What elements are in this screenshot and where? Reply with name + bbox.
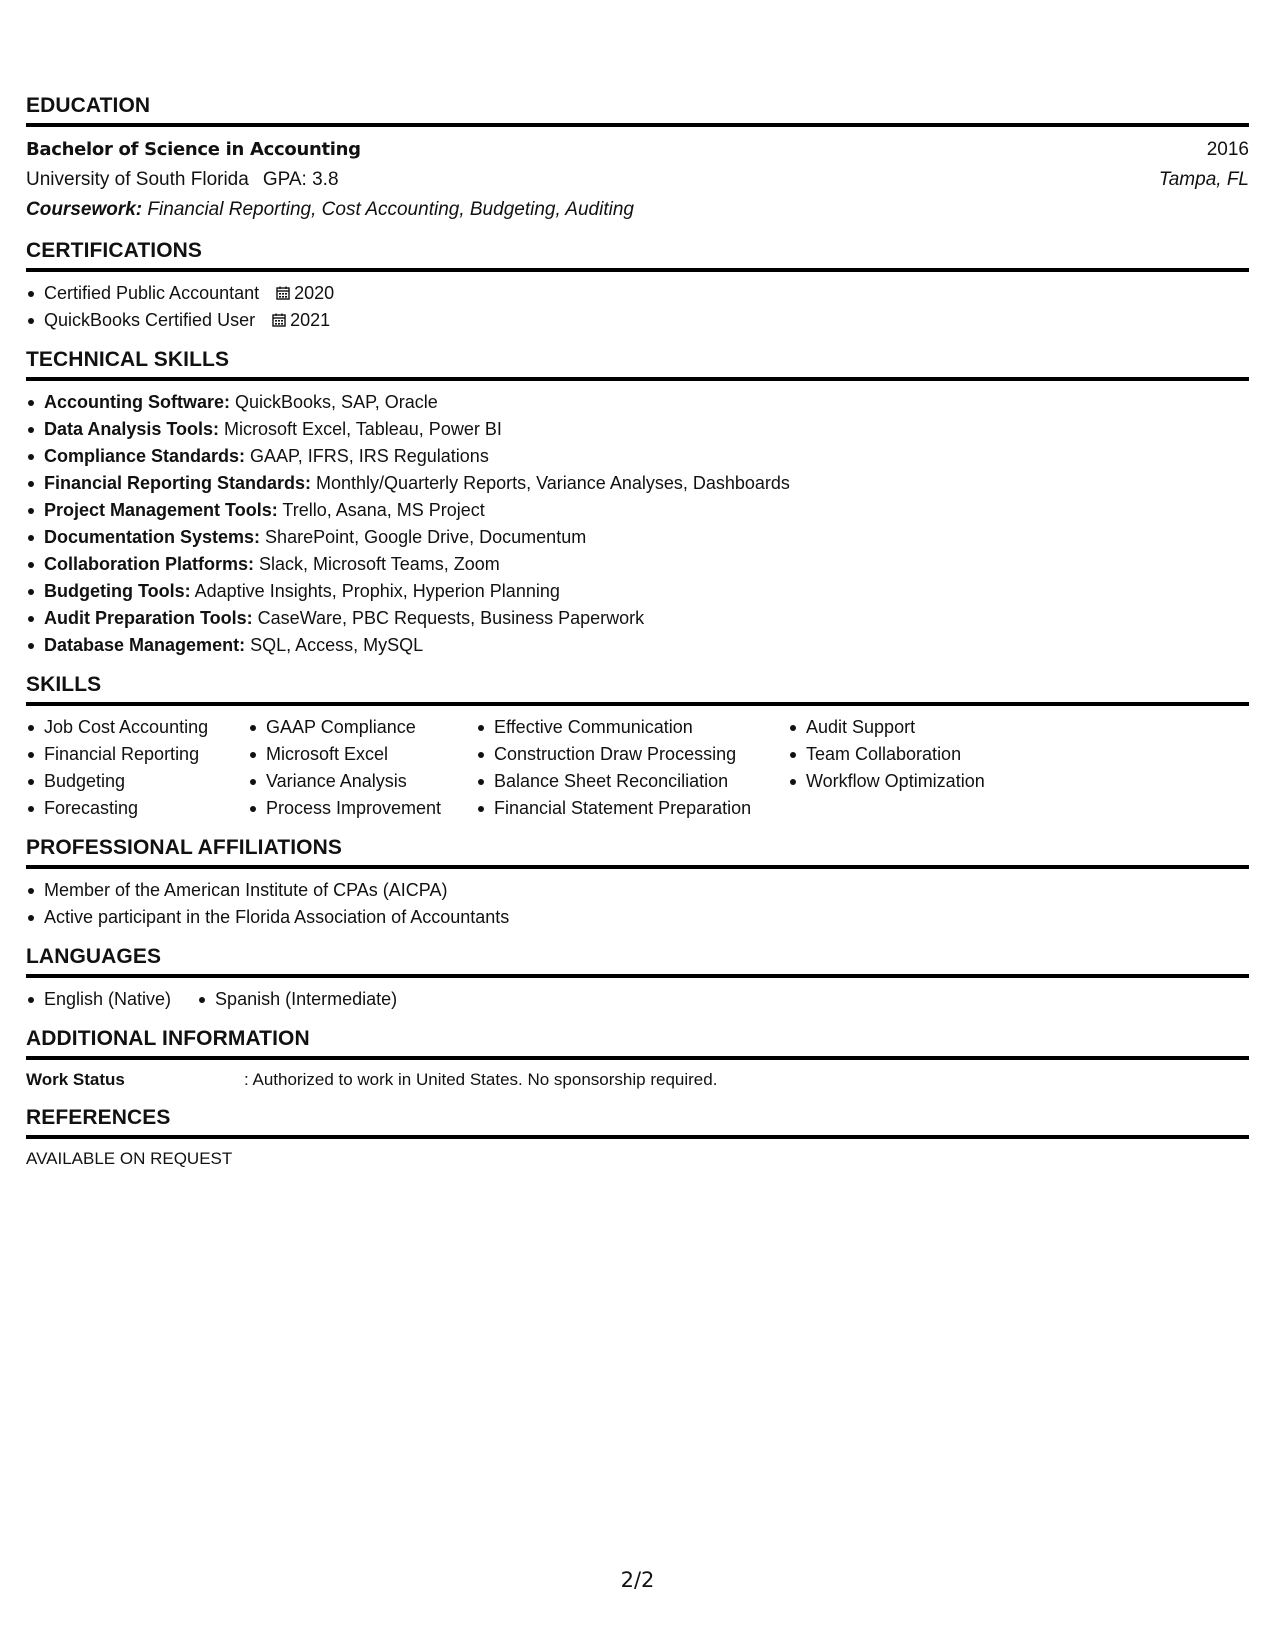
list-item xyxy=(26,578,1249,605)
list-item xyxy=(26,497,1249,524)
skill-values: CaseWare, PBC Requests, Business Paperwork xyxy=(252,608,645,628)
skill-category: Compliance Standards: xyxy=(44,446,246,466)
skills-column xyxy=(788,714,985,822)
degree-name: Bachelor of Science in Accounting xyxy=(26,139,361,160)
skill-values: SharePoint, Google Drive, Documentum xyxy=(260,527,587,547)
languages-section xyxy=(26,944,1249,1013)
list-item: Financial Statement Preparation xyxy=(476,795,766,822)
additional-info-heading: ADDITIONAL INFORMATION xyxy=(26,1026,1249,1060)
skill-category: Data Analysis Tools: xyxy=(44,419,220,439)
list-item: Microsoft Excel xyxy=(248,741,454,768)
skills-heading: SKILLS xyxy=(26,672,1249,706)
certification-name: Certified Public Accountant xyxy=(44,283,260,303)
skills-grid xyxy=(26,714,1249,822)
school-location: Tampa, FL xyxy=(1158,169,1249,190)
certifications-list xyxy=(26,280,1249,334)
list-item: Budgeting xyxy=(26,768,226,795)
additional-info-section xyxy=(26,1026,1249,1092)
education-section xyxy=(26,93,1249,225)
skills-section xyxy=(26,672,1249,822)
list-item xyxy=(26,443,1249,470)
list-item xyxy=(26,605,1249,632)
skill-values: Microsoft Excel, Tableau, Power BI xyxy=(219,419,502,439)
coursework xyxy=(26,195,1249,225)
skill-values: QuickBooks, SAP, Oracle xyxy=(230,392,438,412)
work-status-row xyxy=(26,1068,1249,1092)
calendar-icon xyxy=(272,313,286,327)
affiliations-list xyxy=(26,877,1249,931)
list-item: GAAP Compliance xyxy=(248,714,454,741)
skill-category: Financial Reporting Standards: xyxy=(44,473,312,493)
list-item: Process Improvement xyxy=(248,795,454,822)
education-heading: EDUCATION xyxy=(26,93,1249,127)
skill-category: Audit Preparation Tools: xyxy=(44,608,253,628)
school-name: University of South Florida xyxy=(26,169,249,190)
references-section xyxy=(26,1105,1249,1171)
references-text: AVAILABLE ON REQUEST xyxy=(26,1149,233,1168)
languages-heading: LANGUAGES xyxy=(26,944,1249,978)
certification-year: 2021 xyxy=(290,310,331,330)
skills-column xyxy=(26,714,226,822)
work-status-value: : Authorized to work in United States. No sponsorship required. xyxy=(244,1070,718,1089)
list-item xyxy=(26,307,1249,334)
list-item: Variance Analysis xyxy=(248,768,454,795)
certifications-heading: CERTIFICATIONS xyxy=(26,238,1249,272)
skill-values: Slack, Microsoft Teams, Zoom xyxy=(254,554,500,574)
certification-name: QuickBooks Certified User xyxy=(44,310,256,330)
coursework-list: Financial Reporting, Cost Accounting, Budgeting, Auditing xyxy=(142,199,634,220)
list-item: Spanish (Intermediate) xyxy=(197,986,397,1013)
list-item: Construction Draw Processing xyxy=(476,741,766,768)
list-item: English (Native) xyxy=(26,986,171,1013)
list-item xyxy=(26,389,1249,416)
list-item: Active participant in the Florida Association of Accountants xyxy=(26,904,1249,931)
skill-category: Documentation Systems: xyxy=(44,527,261,547)
technical-skills-heading: TECHNICAL SKILLS xyxy=(26,347,1249,381)
references-heading: REFERENCES xyxy=(26,1105,1249,1139)
skill-values: GAAP, IFRS, IRS Regulations xyxy=(245,446,489,466)
skill-category: Project Management Tools: xyxy=(44,500,278,520)
languages-list xyxy=(26,986,1249,1013)
certifications-section xyxy=(26,238,1249,334)
coursework-label: Coursework: xyxy=(26,199,143,220)
skill-category: Collaboration Platforms: xyxy=(44,554,255,574)
technical-skills-list xyxy=(26,389,1249,659)
certification-year: 2020 xyxy=(294,283,335,303)
calendar-icon xyxy=(276,286,290,300)
list-item xyxy=(26,551,1249,578)
list-item: Forecasting xyxy=(26,795,226,822)
skill-values: Monthly/Quarterly Reports, Variance Analyses, Dashboards xyxy=(311,473,790,493)
skill-values: Adaptive Insights, Prophix, Hyperion Planning xyxy=(190,581,560,601)
list-item: Financial Reporting xyxy=(26,741,226,768)
list-item: Audit Support xyxy=(788,714,985,741)
skills-column xyxy=(476,714,766,822)
list-item xyxy=(26,632,1249,659)
list-item xyxy=(26,416,1249,443)
education-entry xyxy=(26,135,1249,225)
gpa: GPA: 3.8 xyxy=(262,169,339,190)
list-item xyxy=(26,524,1249,551)
skill-category: Budgeting Tools: xyxy=(44,581,191,601)
list-item: Effective Communication xyxy=(476,714,766,741)
skill-values: SQL, Access, MySQL xyxy=(245,635,424,655)
list-item xyxy=(26,470,1249,497)
graduation-year: 2016 xyxy=(1206,139,1249,160)
skill-category: Database Management: xyxy=(44,635,246,655)
page-number: 2/2 xyxy=(620,1568,655,1592)
list-item: Job Cost Accounting xyxy=(26,714,226,741)
technical-skills-section xyxy=(26,347,1249,659)
skill-values: Trello, Asana, MS Project xyxy=(277,500,485,520)
list-item: Member of the American Institute of CPAs (AICPA) xyxy=(26,877,1249,904)
list-item: Team Collaboration xyxy=(788,741,985,768)
affiliations-heading: PROFESSIONAL AFFILIATIONS xyxy=(26,835,1249,869)
affiliations-section xyxy=(26,835,1249,931)
resume-page xyxy=(26,93,1249,1171)
work-status-label: Work Status xyxy=(26,1070,125,1089)
skills-column xyxy=(248,714,454,822)
list-item xyxy=(26,280,1249,307)
list-item: Workflow Optimization xyxy=(788,768,985,795)
list-item: Balance Sheet Reconciliation xyxy=(476,768,766,795)
skill-category: Accounting Software: xyxy=(44,392,231,412)
